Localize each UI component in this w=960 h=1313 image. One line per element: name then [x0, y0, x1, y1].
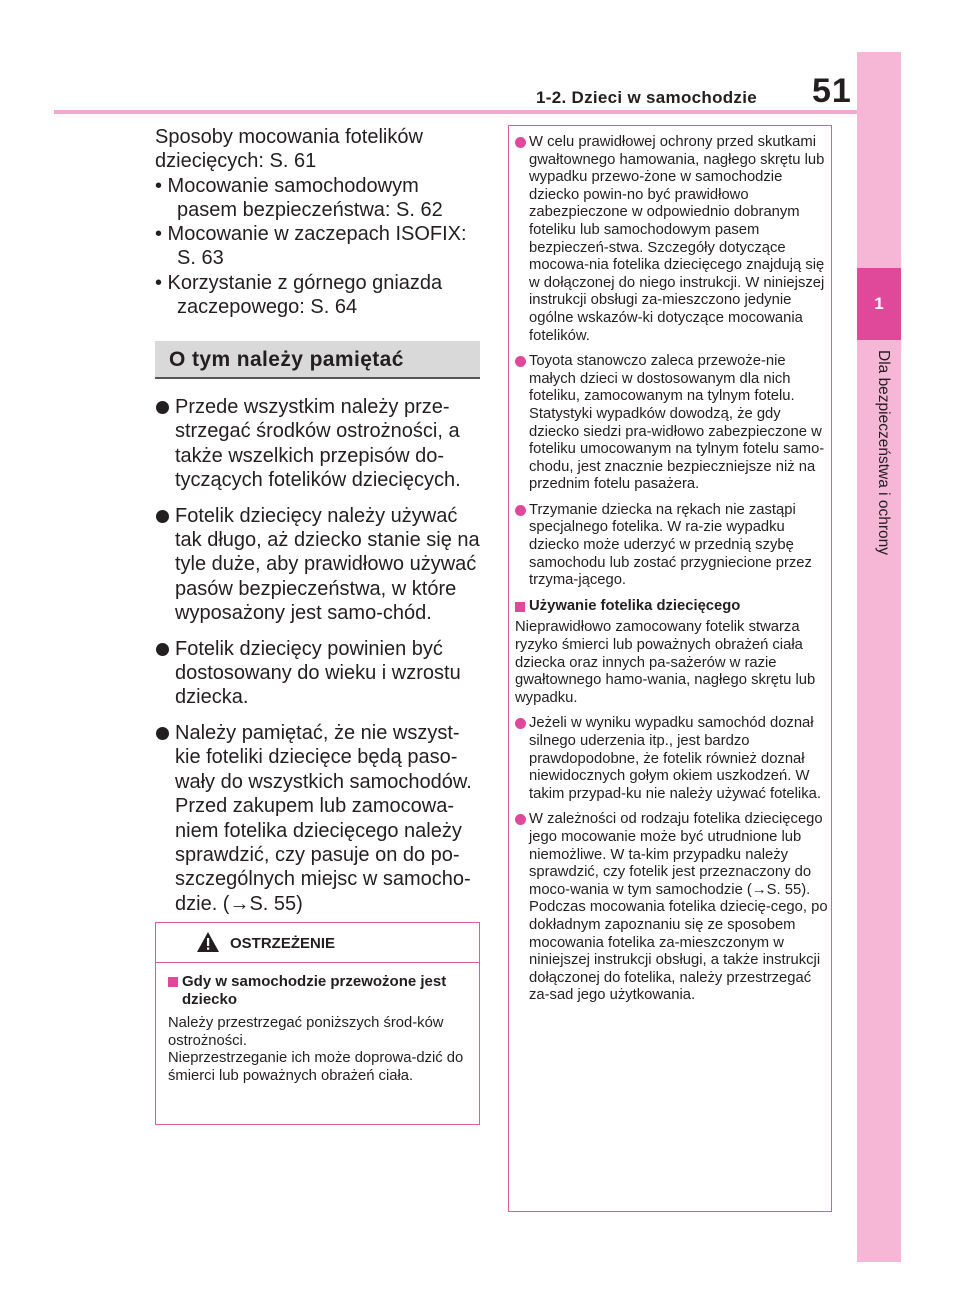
- warning-subtitle: [168, 973, 473, 1009]
- bullet-icon: [156, 401, 169, 414]
- warning-subtitle-text: Gdy w samochodzie przewożone jest dziecko: [182, 973, 447, 1008]
- intro-item-cont: pasem bezpieczeństwa: S. 62: [177, 198, 443, 221]
- list-item-text: Trzymanie dziecka na rękach nie zastąpi specjalnego fotelika. W ra-zie wypadku dziecko może uderzyć w przednią szybę samochodu lub zostać przygniecione przez trzyma-jącego.: [529, 501, 812, 589]
- list-item: [515, 134, 829, 345]
- info-paragraph: Nieprawidłowo zamocowany fotelik stwarza ryzyko śmierci lub poważnych obrażeń ciała dziecka oraz innych pa-sażerów w razie gwałtownego hamo-wania, nagłego skrętu lub wypadku.: [515, 619, 816, 706]
- info-subheading-text: Używanie fotelika dziecięcego: [529, 597, 741, 614]
- list-item-text: Należy pamiętać, że nie wszyst-kie foteliki dziecięce będą paso-wały do wszystkich samochodów. Przed zakupem lub zamocowa-niem fotelika dziecięcego należy sprawdzić, czy pasuje on do po-szczególnych miejsc w samocho-dzie. (→S. 55): [175, 721, 472, 915]
- intro-text: [155, 125, 485, 319]
- intro-item-cont: S. 63: [177, 247, 224, 270]
- list-item-text: Toyota stanowczo zaleca przewoże-nie małych dzieci w dostosowanym dla nich foteliku, zamocowanym na tylnym fotelu. Statystyki wypadków dowodzą, że gdy dziecko siedzi pra-widłowo zabezpieczone w foteliku umocowanym na tylnym fotelu samo-chodu, jest znacznie bezpieczniejsze niż na przednim fotelu pasażera.: [529, 353, 825, 493]
- intro-item-cont: zaczepowego: S. 64: [177, 296, 358, 319]
- list-item: [155, 721, 485, 916]
- remember-heading-bar: [155, 341, 480, 379]
- square-bullet-icon: [515, 602, 525, 612]
- intro-line: Sposoby mocowania fotelików: [155, 126, 423, 148]
- bullet-icon: [515, 718, 526, 729]
- list-item: [515, 715, 829, 803]
- warning-header: [156, 923, 479, 963]
- bullet-icon: [156, 510, 169, 523]
- warning-triangle-icon: [196, 931, 220, 953]
- chapter-number[interactable]: 1: [857, 268, 901, 340]
- intro-item: • Mocowanie samochodowym: [155, 174, 419, 197]
- list-item: [155, 637, 485, 710]
- bullet-icon: [156, 727, 169, 740]
- list-item-text: Jeżeli w wyniku wypadku samochód doznał silnego uderzenia itp., jest bardzo prawdopodobne, że fotelik również doznał niewidocznych gołym okiem uszkodzeń. W takim przypad-ku nie należy używać fotelika.: [529, 715, 821, 802]
- list-item-text: Fotelik dziecięcy należy używać tak długo, aż dziecko stanie się na tyle duże, aby prawidłowo używać pasów bezpieczeństwa, w które wyposażony jest samo-chód.: [175, 504, 480, 625]
- intro-line: dziecięcych: S. 61: [155, 150, 317, 173]
- intro-item: • Korzystanie z górnego gniazda: [155, 271, 443, 294]
- square-bullet-icon: [168, 977, 178, 987]
- list-item: [155, 504, 485, 626]
- list-item-text: Przede wszystkim należy prze-strzegać środków ostrożności, a także wszelkich przepisów do-tyczących fotelików dziecięcych.: [175, 396, 461, 492]
- list-item-text: W celu prawidłowej ochrony przed skutkami gwałtownego hamowania, nagłego skrętu lub wypadku przewo-żone w samochodzie dziecko powin-no być prawidłowo zabezpieczone w odpowiednio dobranym foteliku lub samochodowym pasem bezpieczeń-stwa. Szczegóły dotyczące mocowa-nia fotelika dziecięcego znajdują się w dołączonej do niego instrukcji. W niniejszej instrukcji obsługi za-mieszczono jedynie ogólne wskazów-ki dotyczące mocowania fotelików.: [529, 134, 825, 344]
- chapter-label: Dla bezpieczeństwa i ochrony: [875, 350, 892, 556]
- chapter-tab: [857, 52, 901, 1262]
- list-item-text: W zależności od rodzaju fotelika dziecięcego jego mocowanie może być utrudnione lub niemożliwe. W ta-kim przypadku należy sprawdzić, czy fotelik jest przeznaczony do moco-wania w tym samochodzie (→S. 55). Podczas mocowania fotelika dziecię-cego, po dokładnym zapoznaniu się ze sposobem mocowania fotelika za-mieszczonym w niniejszej instrukcji obsługi, a także instrukcji dołączonej do fotelika, należy przestrzegać za-sad jego użytkowania.: [529, 811, 828, 1004]
- list-item: [515, 502, 829, 590]
- warning-paragraph: Nieprzestrzeganie ich może doprowa-dzić do śmierci lub poważnych obrażeń ciała.: [168, 1050, 464, 1084]
- list-item-text: Fotelik dziecięcy powinien być dostosowany do wieku i wzrostu dziecka.: [175, 637, 461, 709]
- bullet-icon: [515, 356, 526, 367]
- bullet-icon: [515, 814, 526, 825]
- remember-heading: O tym należy pamiętać: [169, 348, 404, 371]
- bullet-icon: [515, 137, 526, 148]
- bullet-icon: [515, 505, 526, 516]
- remember-list: [155, 395, 485, 927]
- info-box: [508, 125, 832, 1212]
- warning-text: [168, 1015, 478, 1085]
- list-item: [515, 353, 829, 494]
- intro-item: • Mocowanie w zaczepach ISOFIX:: [155, 223, 467, 246]
- bullet-icon: [156, 643, 169, 656]
- list-item: [155, 395, 485, 493]
- section-title: 1-2. Dzieci w samochodzie: [536, 88, 758, 107]
- page-number: 51: [812, 72, 852, 110]
- warning-title: OSTRZEŻENIE: [230, 935, 336, 952]
- warning-paragraph: Należy przestrzegać poniższych środ-ków ostrożności.: [168, 1015, 444, 1049]
- list-item: [515, 811, 829, 1005]
- info-box-content: [515, 134, 829, 1013]
- header-rule: [54, 110, 901, 114]
- info-subheading: [515, 598, 829, 616]
- warning-box: [155, 922, 480, 1125]
